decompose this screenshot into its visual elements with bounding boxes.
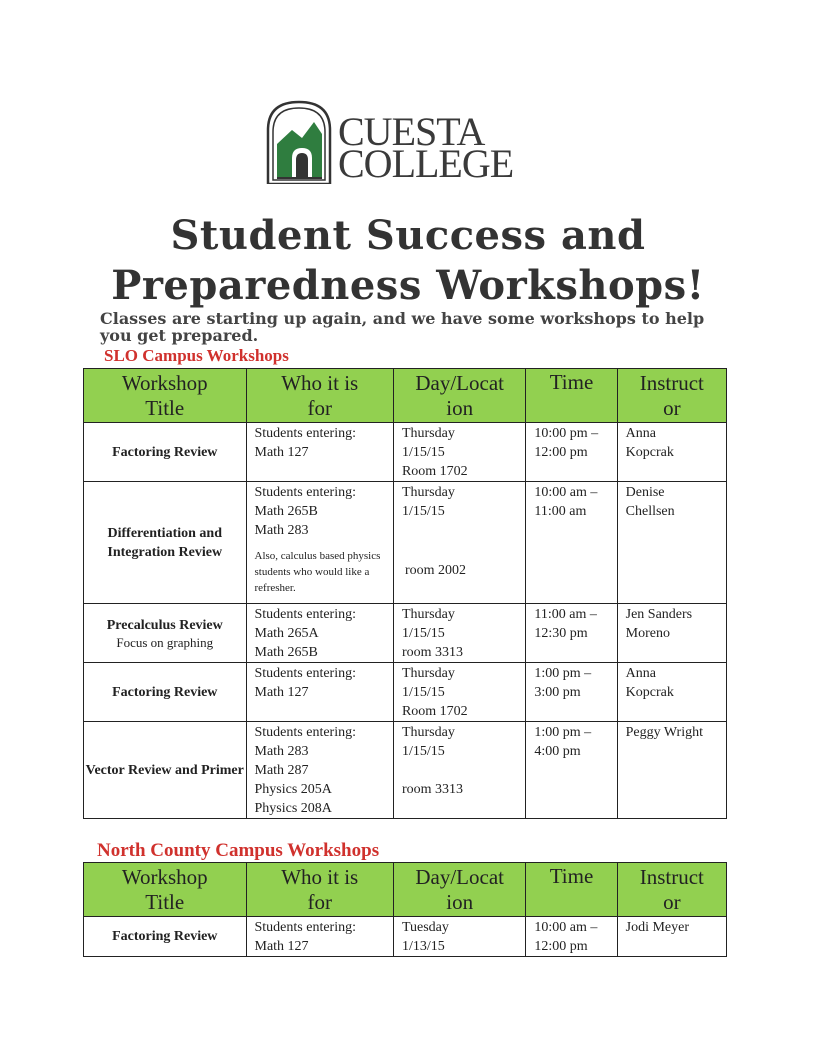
workshop-title: Factoring Review bbox=[84, 663, 247, 722]
workshop-title: Precalculus Review Focus on graphing bbox=[84, 604, 247, 663]
header-day-location: Day/Locat ion bbox=[393, 863, 525, 917]
instructor-cell: Anna Kopcrak bbox=[617, 663, 726, 722]
instructor-cell: Denise Chellsen bbox=[617, 482, 726, 604]
day-location-cell: Thursday 1/15/15 Room 1702 bbox=[393, 423, 525, 482]
time-cell: 10:00 pm – 12:00 pm bbox=[526, 423, 617, 482]
slo-workshops-table bbox=[83, 368, 727, 819]
north-county-workshops-table bbox=[83, 862, 727, 957]
intro-text: Classes are starting up again, and we have some workshops to help you get prepared. bbox=[100, 309, 705, 345]
cuesta-college-logo bbox=[266, 100, 514, 186]
workshop-title: Factoring Review bbox=[84, 917, 247, 957]
time-cell: 10:00 am – 11:00 am bbox=[526, 482, 617, 604]
header-workshop-title: Workshop Title bbox=[84, 369, 247, 423]
table-row bbox=[84, 663, 727, 722]
college-seal-icon bbox=[266, 100, 332, 184]
day-location-cell: Tuesday 1/13/15 bbox=[393, 917, 525, 957]
table-row bbox=[84, 423, 727, 482]
workshop-title: Differentiation and Integration Review bbox=[84, 482, 247, 604]
header-instructor: Instruct or bbox=[617, 863, 726, 917]
table-row bbox=[84, 722, 727, 819]
day-location-cell: Thursday 1/15/15 room 3313 bbox=[393, 604, 525, 663]
who-cell: Students entering: Math 265A Math 265B bbox=[246, 604, 393, 663]
table-row bbox=[84, 917, 727, 957]
time-cell: 1:00 pm – 3:00 pm bbox=[526, 663, 617, 722]
instructor-cell: Anna Kopcrak bbox=[617, 423, 726, 482]
time-cell: 1:00 pm – 4:00 pm bbox=[526, 722, 617, 819]
who-cell: Students entering: Math 127 bbox=[246, 917, 393, 957]
table-header-row bbox=[84, 863, 727, 917]
header-who-it-is-for: Who it is for bbox=[246, 863, 393, 917]
header-who-it-is-for: Who it is for bbox=[246, 369, 393, 423]
header-time: Time bbox=[526, 369, 617, 423]
instructor-cell: Peggy Wright bbox=[617, 722, 726, 819]
time-cell: 11:00 am – 12:30 pm bbox=[526, 604, 617, 663]
north-county-section-heading: North County Campus Workshops bbox=[97, 840, 380, 861]
table-row bbox=[84, 482, 727, 604]
who-cell: Students entering: Math 127 bbox=[246, 663, 393, 722]
workshop-title: Vector Review and Primer bbox=[84, 722, 247, 819]
table-row bbox=[84, 604, 727, 663]
header-instructor: Instruct or bbox=[617, 369, 726, 423]
day-location-cell: Thursday 1/15/15 Room 1702 bbox=[393, 663, 525, 722]
day-location-cell: Thursday 1/15/15 room 3313 bbox=[393, 722, 525, 819]
header-time: Time bbox=[526, 863, 617, 917]
time-cell: 10:00 am – 12:00 pm bbox=[526, 917, 617, 957]
instructor-cell: Jodi Meyer bbox=[617, 917, 726, 957]
page-title-line-2: Preparedness Workshops! bbox=[111, 262, 705, 309]
header-workshop-title: Workshop Title bbox=[84, 863, 247, 917]
day-location-cell: Thursday 1/15/15 room 2002 bbox=[393, 482, 525, 604]
who-cell: Students entering: Math 283 Math 287 Physics 205A Physics 208A bbox=[246, 722, 393, 819]
header-day-location: Day/Locat ion bbox=[393, 369, 525, 423]
instructor-cell: Jen Sanders Moreno bbox=[617, 604, 726, 663]
logo-word-cuesta: CUESTA bbox=[338, 109, 485, 154]
logo-word-college: COLLEGE bbox=[338, 141, 514, 186]
workshop-title: Factoring Review bbox=[84, 423, 247, 482]
table-header-row bbox=[84, 369, 727, 423]
workshop-subtitle: Focus on graphing bbox=[116, 634, 214, 650]
who-cell: Students entering: Math 127 bbox=[246, 423, 393, 482]
who-cell: Students entering: Math 265B Math 283 Also, calculus based physics students who would like a refresher. bbox=[246, 482, 393, 604]
page-title-line-1: Student Success and bbox=[170, 212, 646, 259]
slo-section-heading: SLO Campus Workshops bbox=[104, 346, 289, 365]
who-note: Also, calculus based physics students who would like a refresher. bbox=[254, 550, 381, 594]
